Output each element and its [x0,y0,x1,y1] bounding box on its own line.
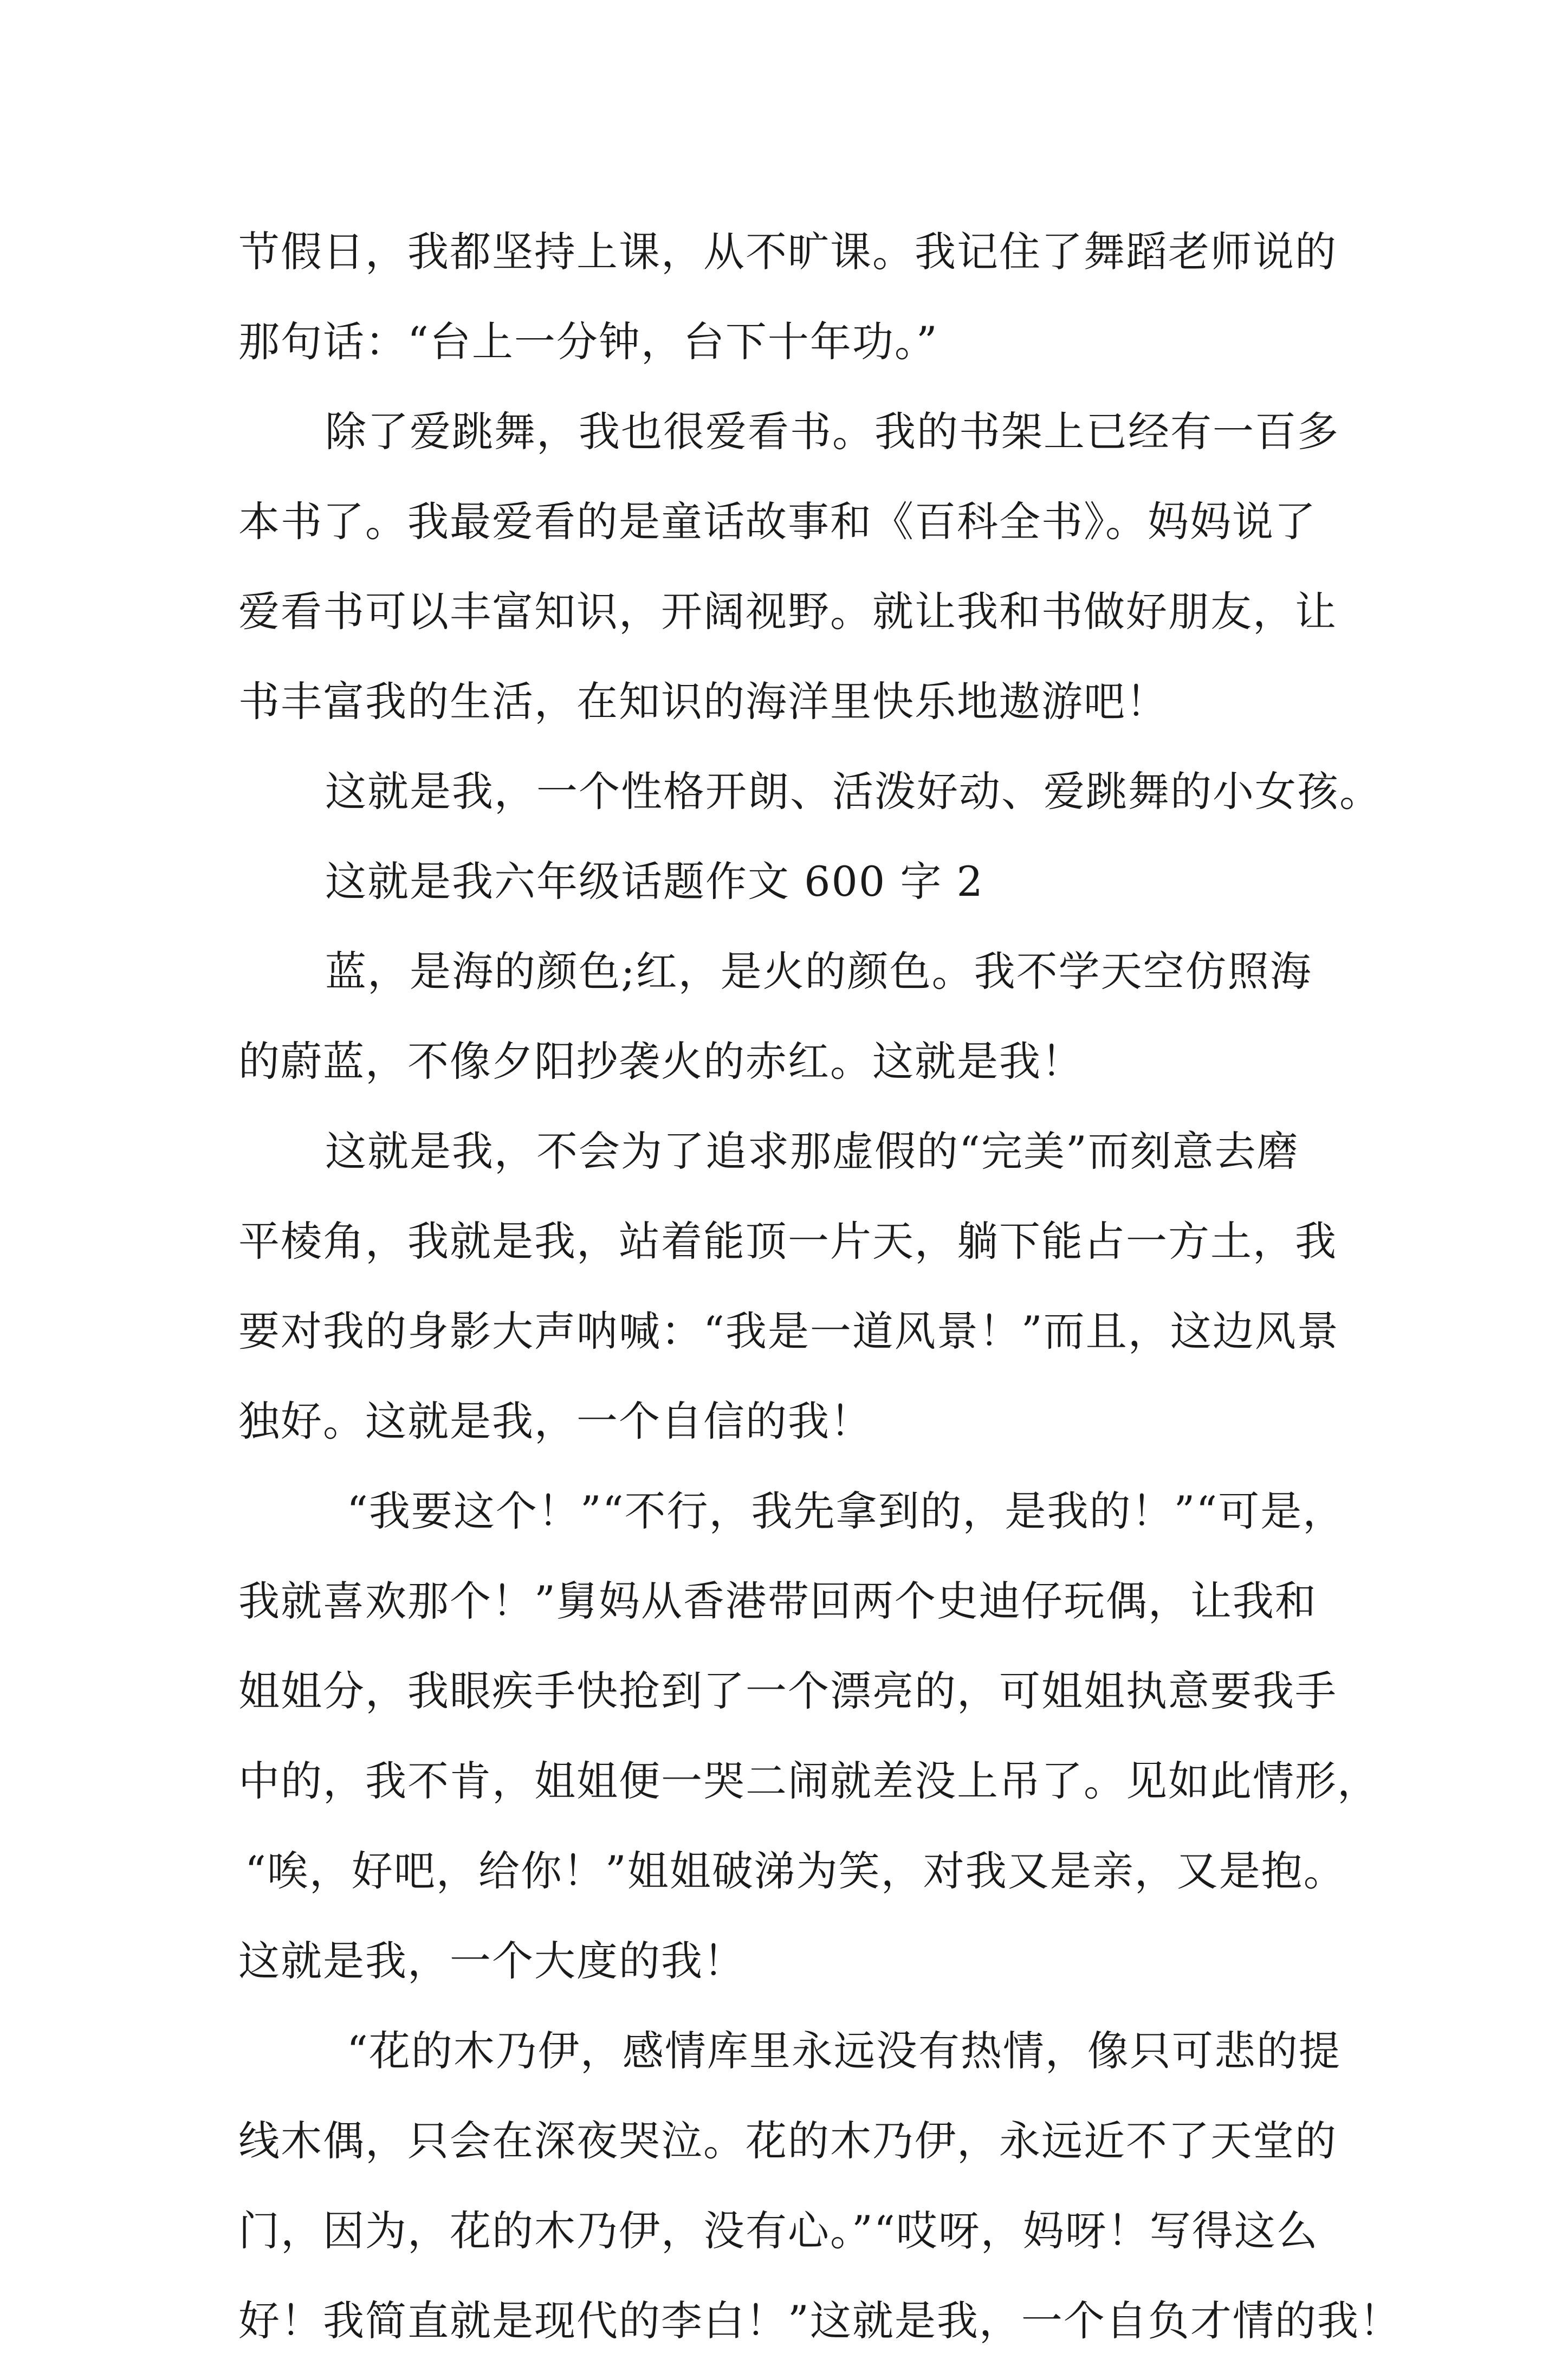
text-line: 平棱角，我就是我，站着能顶一片天，躺下能占一方土，我 [238,1217,1337,1265]
text-line: 爱看书可以丰富知识，开阔视野。就让我和书做好朋友，让 [238,587,1337,636]
text-line: 线木偶，只会在深夜哭泣。花的木乃伊，永远近不了天堂的 [238,2117,1337,2165]
paragraph-start-line: 除了爱跳舞，我也很爱看书。我的书架上已经有一百多 [325,408,1339,456]
paragraph-start-line: “我要这个！”“不行，我先拿到的，是我的！”“可是， [347,1487,1345,1535]
text-line: 节假日，我都坚持上课，从不旷课。我记住了舞蹈老师说的 [238,228,1337,276]
text-line: 那句话：“台上一分钟，台下十年功。” [238,318,938,366]
text-line: 我就喜欢那个！”舅妈从香港带回两个史迪仔玩偶，让我和 [238,1577,1317,1625]
text-line: 独好。这就是我，一个自信的我！ [238,1397,872,1445]
text-line: 中的，我不肯，姐姐便一哭二闹就差没上吊了。见如此情形， [238,1757,1379,1805]
text-line: 要对我的身影大声呐喊：“我是一道风景！”而且，这边风景 [238,1307,1339,1355]
text-line: 的蔚蓝，不像夕阳抄袭火的赤红。这就是我！ [238,1037,1084,1085]
paragraph-start-line: 这就是我，一个性格开朗、活泼好动、爱跳舞的小女孩。 [325,767,1382,816]
text-line: 门，因为，花的木乃伊，没有心。”“哎呀，妈呀！写得这么 [238,2207,1319,2255]
paragraph-start-line: “花的木乃伊，感情库里永远没有热情，像只可悲的提 [347,2027,1341,2075]
text-line: “唉，好吧，给你！”姐姐破涕为笑，对我又是亲，又是抱。 [245,1847,1346,1895]
paragraph-start-line: 这就是我，不会为了追求那虚假的“完美”而刻意去磨 [325,1127,1299,1175]
section-heading: 这就是我六年级话题作文 600 字 2 [325,857,984,906]
text-line: 本书了。我最爱看的是童话故事和《百科全书》。妈妈说了 [238,497,1317,546]
document-page [238,207,1402,2366]
paragraph-start-line: 蓝，是海的颜色;红，是火的颜色。我不学天空仿照海 [325,947,1312,995]
text-line: 书丰富我的生活，在知识的海洋里快乐地遨游吧！ [238,677,1168,726]
text-line: 这就是我，一个大度的我！ [238,1937,746,1985]
text-line: 好！我简直就是现代的李白！”这就是我，一个自负才情的我！ [238,2297,1402,2345]
text-line: 姐姐分，我眼疾手快抢到了一个漂亮的，可姐姐执意要我手 [238,1667,1337,1715]
